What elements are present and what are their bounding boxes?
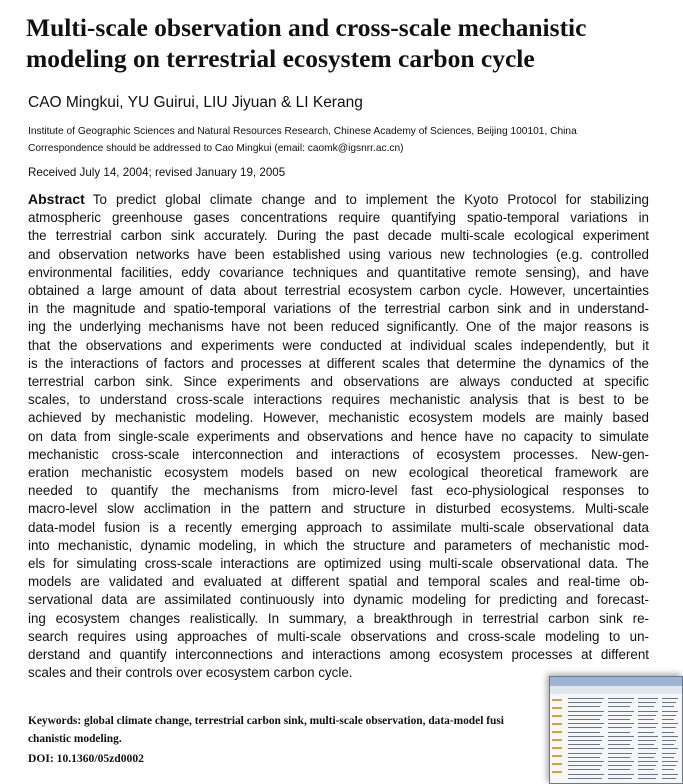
abstract-line: into mechanistic, dynamic modeling, in which the structure and parameters of mechanistic mod-: [28, 537, 649, 553]
file-row-text: [568, 744, 600, 745]
folder-icon: [552, 747, 562, 749]
file-row-text: [662, 761, 678, 762]
file-row-text: [662, 702, 676, 703]
file-row-text: [638, 740, 656, 741]
file-row-text: [568, 778, 602, 779]
file-row-text: [608, 757, 630, 758]
folder-icon: [552, 723, 562, 725]
file-row-text: [638, 774, 658, 775]
file-row-text: [638, 769, 654, 770]
abstract-body: [28, 190, 649, 682]
file-row-text: [608, 727, 632, 728]
file-row-text: [608, 774, 634, 775]
abstract-line: that the observations and experiments were conducted at individual scales independently, but it: [28, 337, 649, 353]
file-row-text: [638, 761, 658, 762]
file-row-text: [662, 715, 676, 716]
file-row-text: [662, 727, 676, 728]
file-row-text: [608, 753, 632, 754]
file-row-text: [608, 706, 630, 707]
file-row-text: [568, 719, 600, 720]
file-manager-window-thumbnail[interactable]: [549, 676, 683, 784]
folder-icon: [552, 755, 562, 757]
file-row-text: [638, 727, 656, 728]
file-row-text: [662, 736, 678, 737]
folder-icon: [552, 739, 562, 741]
file-row-text: [662, 774, 678, 775]
file-row-text: [608, 732, 630, 733]
file-row-text: [608, 736, 634, 737]
abstract-line: obtained a large amount of data about terrestrial ecosystem carbon cycle. However, uncertainties: [28, 283, 649, 299]
abstract-line: search requires using approaches of multi-scale observations and cross-scale modeling to un-: [28, 628, 649, 644]
file-row-text: [568, 698, 604, 699]
keywords-block: [28, 712, 588, 748]
file-row-text: [568, 748, 604, 749]
abstract-line: is the interactions of factors and processes at different scales that determine the dynamics of the: [28, 355, 649, 371]
folder-icon: [552, 699, 562, 701]
file-row-text: [568, 706, 600, 707]
file-row-text: [568, 715, 602, 716]
file-row-text: [568, 732, 600, 733]
abstract-line: servational data are assimilated continuously into dynamic modeling for predicting and forecast-: [28, 592, 649, 608]
file-row-text: [662, 757, 674, 758]
file-row-text: [638, 778, 656, 779]
correspondence-line: Correspondence should be addressed to Cao Mingkui (email: caomk@igsnrr.ac.cn): [28, 143, 404, 154]
file-row-text: [662, 698, 678, 699]
abstract-line: data-model fusion is a recently emerging approach to assimilate multi-scale observational data: [28, 519, 649, 535]
file-row-text: [662, 778, 676, 779]
file-row-text: [638, 736, 658, 737]
file-row-text: [608, 748, 634, 749]
file-row-text: [608, 711, 634, 712]
file-row-text: [608, 765, 632, 766]
folder-icon: [552, 763, 562, 765]
abstract-line: and observation networks have been established using various new technologies (e.g. controlled: [28, 246, 649, 262]
abstract-line: needed to quantify the mechanisms from micro-level fast eco-physiological responses to: [28, 483, 649, 499]
file-row-text: [608, 723, 634, 724]
window-titlebar[interactable]: [550, 677, 683, 686]
file-row-text: [662, 765, 676, 766]
abstract-line: Abstract To predict global climate change and to implement the Kyoto Protocol for stabilizing: [28, 191, 649, 207]
abstract-line: environmental facilities, eddy covariance techniques and quantitative remote sensing), and have: [28, 264, 649, 280]
file-row-text: [638, 765, 656, 766]
abstract-line: ing the underlying mechanisms have not been reduced significantly. One of the major reasons is: [28, 319, 649, 335]
file-row-text: [568, 702, 602, 703]
abstract-line: els for simulating cross-scale interactions are optimized using multi-scale observational data. The: [28, 556, 649, 572]
file-row-text: [638, 732, 654, 733]
file-row-text: [638, 715, 656, 716]
title-line-2: modeling on terrestrial ecosystem carbon cycle: [26, 44, 535, 73]
file-row-text: [568, 736, 604, 737]
file-row-text: [662, 719, 674, 720]
file-row-text: [568, 769, 600, 770]
file-row-text: [638, 748, 658, 749]
file-row-text: [638, 698, 658, 699]
file-row-text: [638, 702, 656, 703]
file-row-text: [638, 753, 656, 754]
file-row-text: [608, 702, 632, 703]
file-row-text: [608, 778, 632, 779]
received-dates: Received July 14, 2004; revised January 19, 2005: [28, 166, 286, 179]
abstract-line: the terrestrial carbon sink accurately. During the past decade multi-scale ecological experiment: [28, 228, 649, 244]
file-row-text: [662, 769, 674, 770]
file-row-text: [568, 723, 604, 724]
file-row-text: [568, 765, 602, 766]
file-row-text: [662, 706, 674, 707]
keywords-line-2: chanistic modeling.: [28, 733, 122, 745]
file-row-text: [608, 698, 634, 699]
file-row-text: [638, 744, 654, 745]
file-row-text: [608, 715, 632, 716]
file-row-text: [568, 761, 604, 762]
folder-icon: [552, 707, 562, 709]
folder-icon: [552, 715, 562, 717]
file-row-text: [608, 744, 630, 745]
file-row-text: [608, 761, 634, 762]
file-row-text: [568, 753, 602, 754]
file-row-text: [638, 757, 654, 758]
file-row-text: [608, 740, 632, 741]
file-row-text: [608, 769, 630, 770]
abstract-line: in the magnitude and spatio-temporal variations of the terrestrial carbon sink and in understand-: [28, 301, 649, 317]
file-row-text: [638, 711, 658, 712]
file-row-text: [608, 719, 630, 720]
file-row-text: [568, 774, 604, 775]
doi-identifier: DOI: 10.1360/05zd0002: [28, 752, 144, 765]
file-row-text: [662, 748, 678, 749]
abstract-line: terrestrial carbon sink. Since experiments and observations are always conducted at specific: [28, 374, 649, 390]
author-list: CAO Mingkui, YU Guirui, LIU Jiyuan & LI Kerang: [28, 94, 363, 111]
abstract-line: scales, to understand cross-scale interactions requires mechanistic analysis that is best to be: [28, 392, 649, 408]
file-row-text: [662, 744, 674, 745]
folder-icon: [552, 771, 562, 773]
paper-title: [26, 12, 666, 74]
abstract-line: atmospheric greenhouse gases concentrations require quantifying spatio-temporal variations in: [28, 210, 649, 226]
file-row-text: [662, 732, 674, 733]
abstract-line: ing ecosystem changes realistically. In summary, a breakthrough in terrestrial carbon sink re-: [28, 610, 649, 626]
abstract-line: eration mechanistic ecosystem models based on new ecological theoretical framework are: [28, 465, 649, 481]
file-row-text: [568, 757, 600, 758]
window-toolbar: [550, 686, 683, 694]
affiliation-block: [28, 123, 668, 157]
folder-icon: [552, 731, 562, 733]
file-row-text: [638, 719, 654, 720]
file-row-text: [662, 740, 676, 741]
abstract-line: macro-level slow acclimation in the pattern and structure in disturbed ecosystems. Multi-scale: [28, 501, 649, 517]
file-row-text: [638, 723, 658, 724]
file-row-text: [568, 727, 602, 728]
file-row-text: [662, 723, 678, 724]
file-row-text: [662, 753, 676, 754]
file-row-text: [638, 706, 654, 707]
abstract-line: models are validated and evaluated at different spatial and temporal scales and real-time ob-: [28, 574, 649, 590]
abstract-line: derstand and quantify interconnections and interactions among ecosystem processes at different: [28, 647, 649, 663]
keywords-line-1: Keywords: global climate change, terrestrial carbon sink, multi-scale observation, data-model fusi: [28, 715, 504, 727]
abstract-line: achieved by mechanistic modeling. However, mechanistic ecosystem models are mainly based: [28, 410, 649, 426]
file-row-text: [568, 740, 602, 741]
abstract-line: scales and their controls over ecosystem carbon cycle.: [28, 665, 353, 681]
folder-tree[interactable]: [552, 697, 566, 783]
abstract-line: on data from single-scale experiments and observations and hence have no capacity to simulate: [28, 428, 649, 444]
abstract-line: mechanistic cross-scale interconnection and interactions of ecosystem processes. New-gen-: [28, 446, 649, 462]
file-row-text: [662, 711, 678, 712]
affiliation-line: Institute of Geographic Sciences and Natural Resources Research, Chinese Academy of Sciences, Beijing 100101, China: [28, 126, 577, 137]
file-row-text: [568, 711, 604, 712]
title-line-1: Multi-scale observation and cross-scale mechanistic: [26, 13, 587, 42]
file-list[interactable]: [568, 697, 680, 783]
abstract-label: Abstract: [28, 191, 85, 207]
